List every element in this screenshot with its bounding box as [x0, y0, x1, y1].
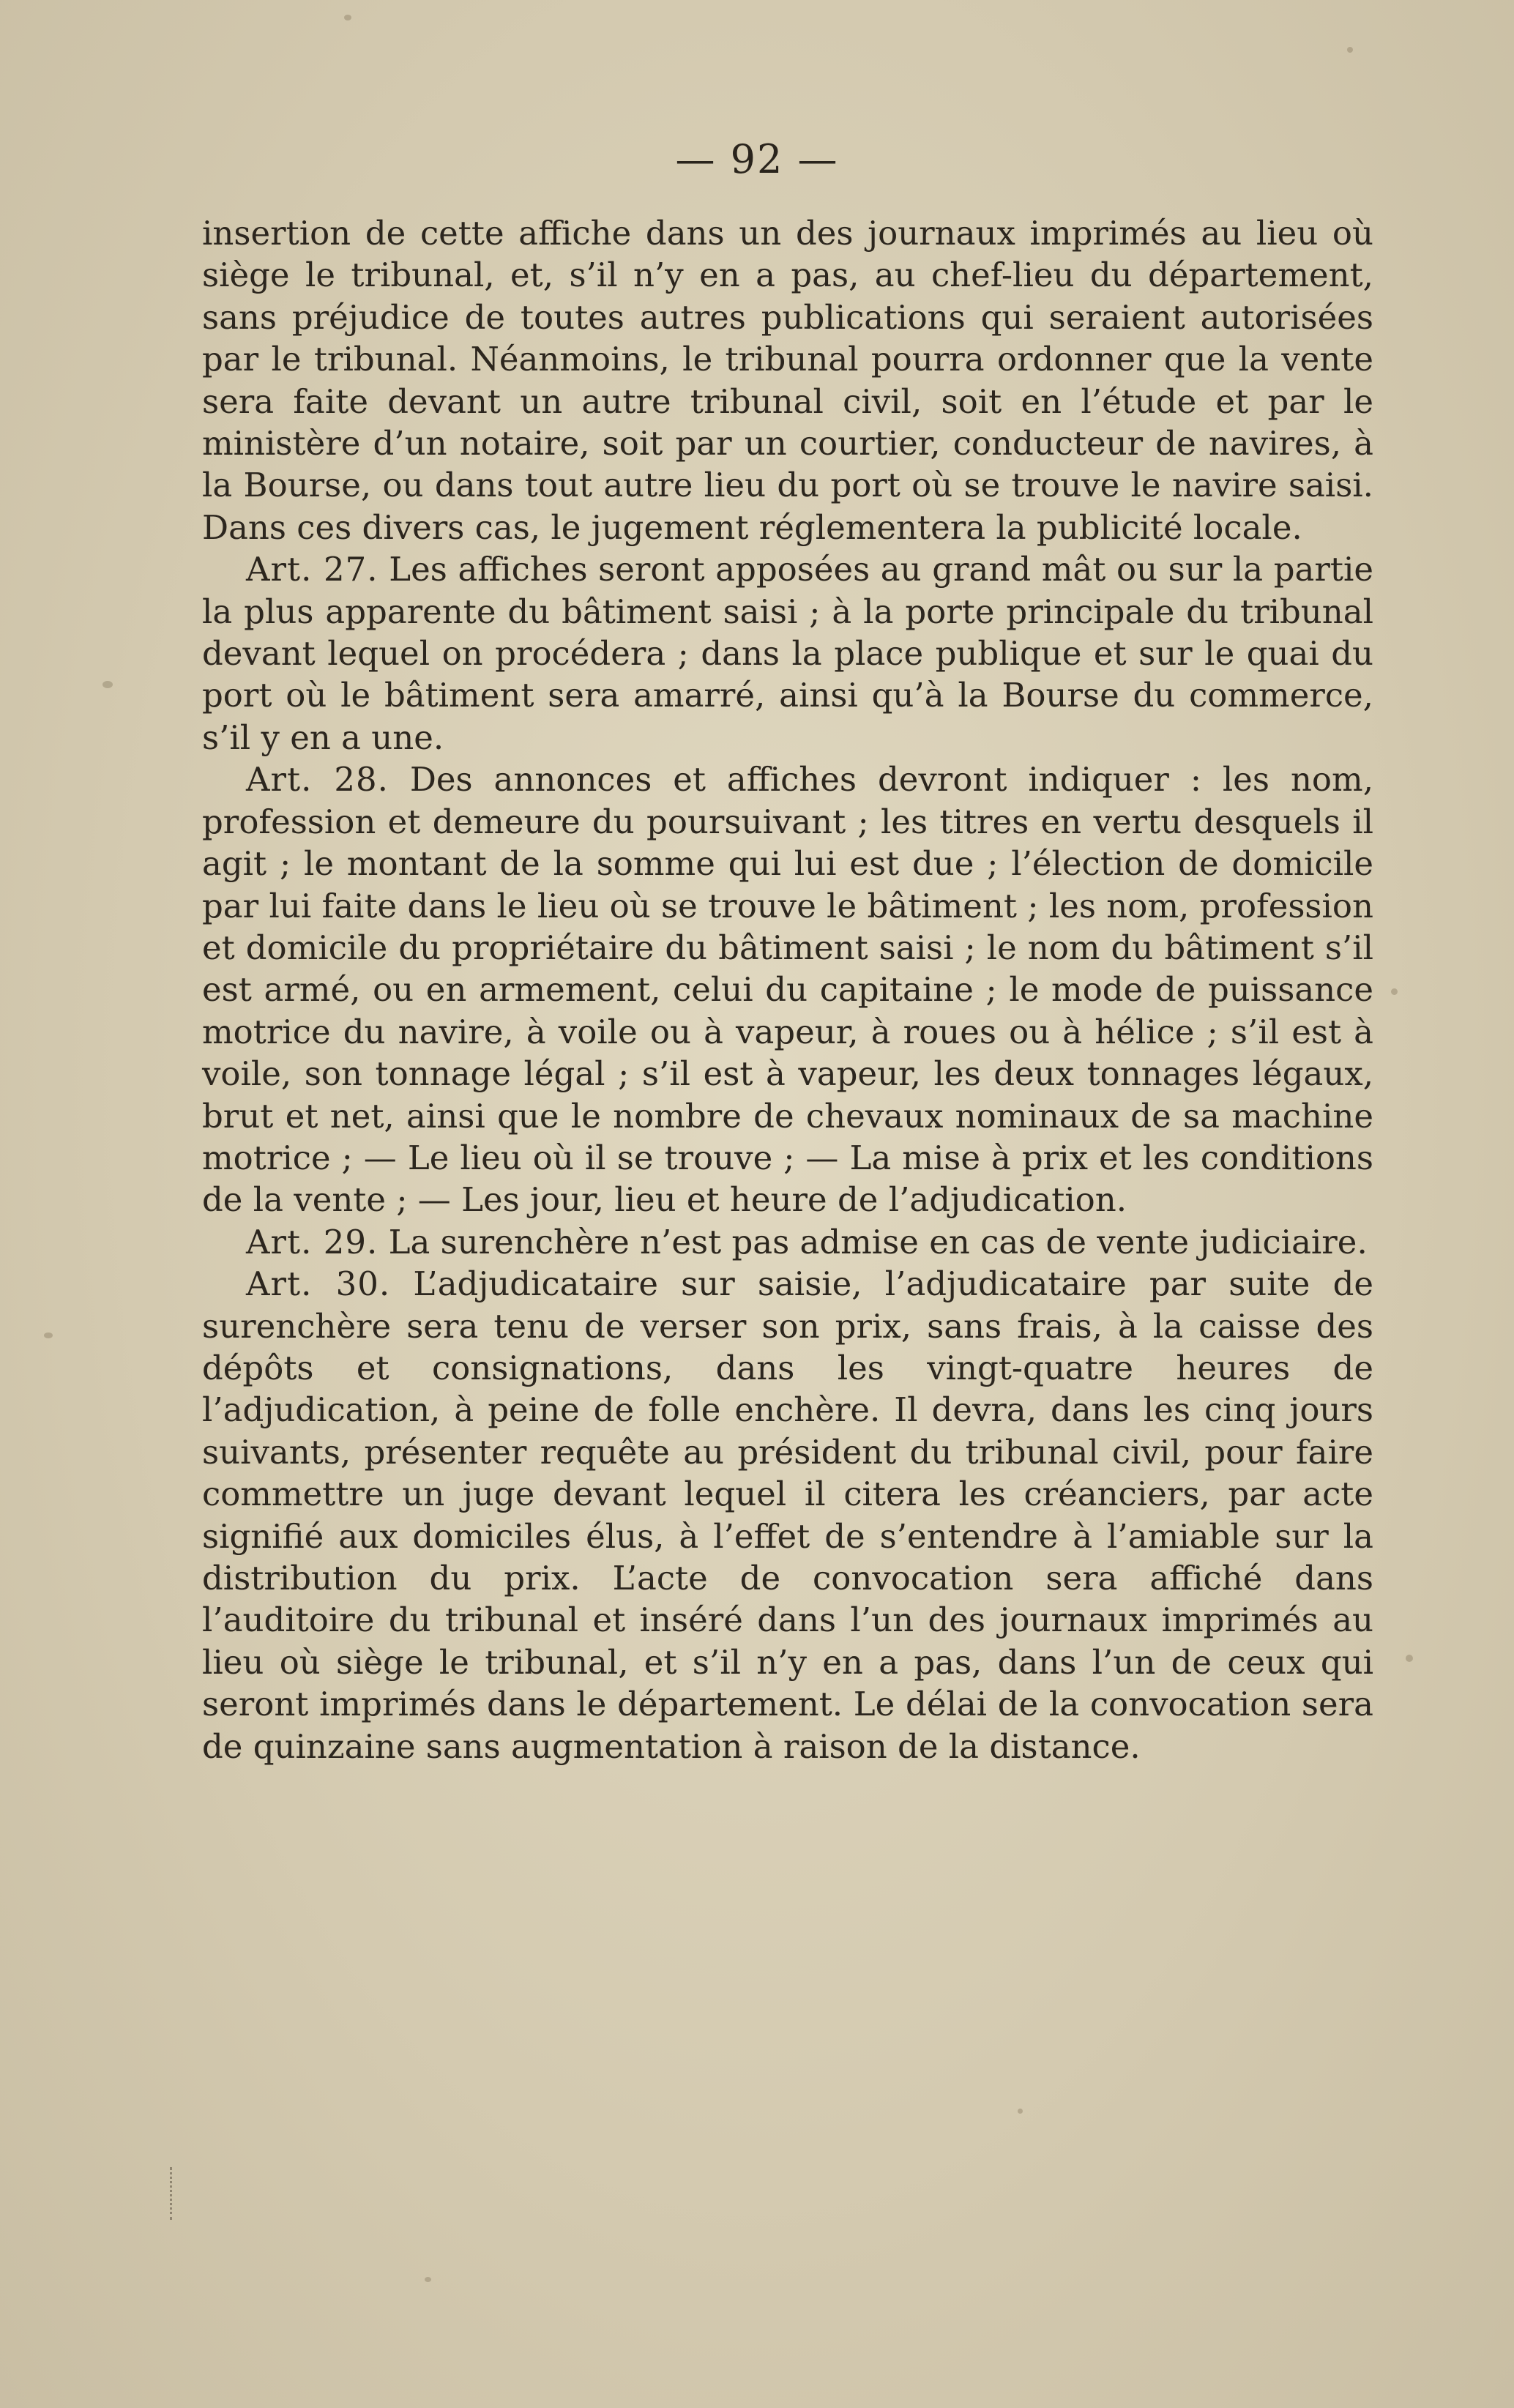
article-label: Art. 28.	[246, 760, 389, 799]
article-text: L’adjudicataire sur saisie, l’adjudicataire par suite de surenchère sera tenu de verser son prix, sans frais, à la caisse des dépôts et consignations, dans les vingt-quatre heures de l’adjudication, à peine de folle enchère. Il devra, dans les cinq jours suivants, présenter requête au président du tribunal civil, pour faire commettre un juge devant lequel il citera les créanciers, par acte signifié aux domiciles élus, à l’effet de s’entendre à l’amiable sur la distribution du prix. L’acte de convocation sera affiché dans l’auditoire du tribunal et inséré dans l’un des journaux imprimés au lieu où siège le tribunal, et s’il n’y en a pas, dans l’un de ceux qui seront imprimés dans le département. Le délai de la convocation sera de quinzaine sans augmentation à raison de la distance.	[202, 1264, 1373, 1766]
paper-speck	[44, 1332, 53, 1338]
article-28	[202, 758, 1373, 1220]
paper-speck	[1347, 47, 1353, 53]
page-number: — 92 —	[675, 136, 839, 182]
article-label: Art. 29.	[246, 1222, 378, 1261]
margin-mark	[170, 2167, 175, 2220]
article-29	[202, 1221, 1373, 1263]
page-body	[202, 212, 1373, 1767]
article-label: Art. 27.	[246, 550, 378, 589]
article-text: Les affiches seront apposées au grand mât ou sur la partie la plus apparente du bâtiment saisi ; à la porte principale du tribunal devant lequel on procédera ; dans la place publique et sur le quai du port où le bâtiment sera amarré, ainsi qu’à la Bourse du commerce, s’il y en a une.	[202, 550, 1373, 757]
paper-speck	[344, 15, 351, 20]
paper-speck	[102, 681, 113, 688]
paper-speck	[1391, 988, 1398, 995]
paper-speck	[1406, 1655, 1413, 1662]
article-text: Des annonces et affiches devront indiquer : les nom, profession et demeure du poursuivant ; les titres en vertu desquels il agit ; le montant de la somme qui lui est due ; l’élection de domicile par lui faite dans le lieu où se trouve le bâtiment ; les nom, profession et domicile du propriétaire du bâtiment saisi ; le nom du bâtiment s’il est armé, ou en armement, celui du capitaine ; le mode de puissance motrice du navire, à voile ou à vapeur, à roues ou à hélice ; s’il est à voile, son tonnage légal ; s’il est à vapeur, les deux tonnages légaux, brut et net, ainsi que le nombre de chevaux nominaux de sa machine motrice ; — Le lieu où il se trouve ; — La mise à prix et les conditions de la vente ; — Les jour, lieu et heure de l’adjudication.	[202, 760, 1374, 1220]
article-27	[202, 548, 1373, 758]
article-30	[202, 1263, 1373, 1767]
paper-speck	[425, 2277, 431, 2282]
article-text: La surenchère n’est pas admise en cas de vente judiciaire.	[388, 1222, 1368, 1261]
paragraph-text: insertion de cette affiche dans un des journaux imprimés au lieu où siège le tribunal, et, s’il n’y en a pas, au chef-lieu du département, sans préjudice de toutes autres publications qui seraient autorisées par le tribunal. Néanmoins, le tribunal pourra ordonner que la vente sera faite devant un autre tribunal civil, soit en l’étude et par le ministère d’un notaire, soit par un courtier, conducteur de navires, à la Bourse, ou dans tout autre lieu du port où se trouve le navire saisi. Dans ces divers cas, le jugement réglementera la publicité locale.	[202, 214, 1373, 547]
article-label: Art. 30.	[246, 1264, 391, 1304]
paragraph-continuation	[202, 212, 1373, 548]
paper-speck	[1018, 2109, 1023, 2114]
